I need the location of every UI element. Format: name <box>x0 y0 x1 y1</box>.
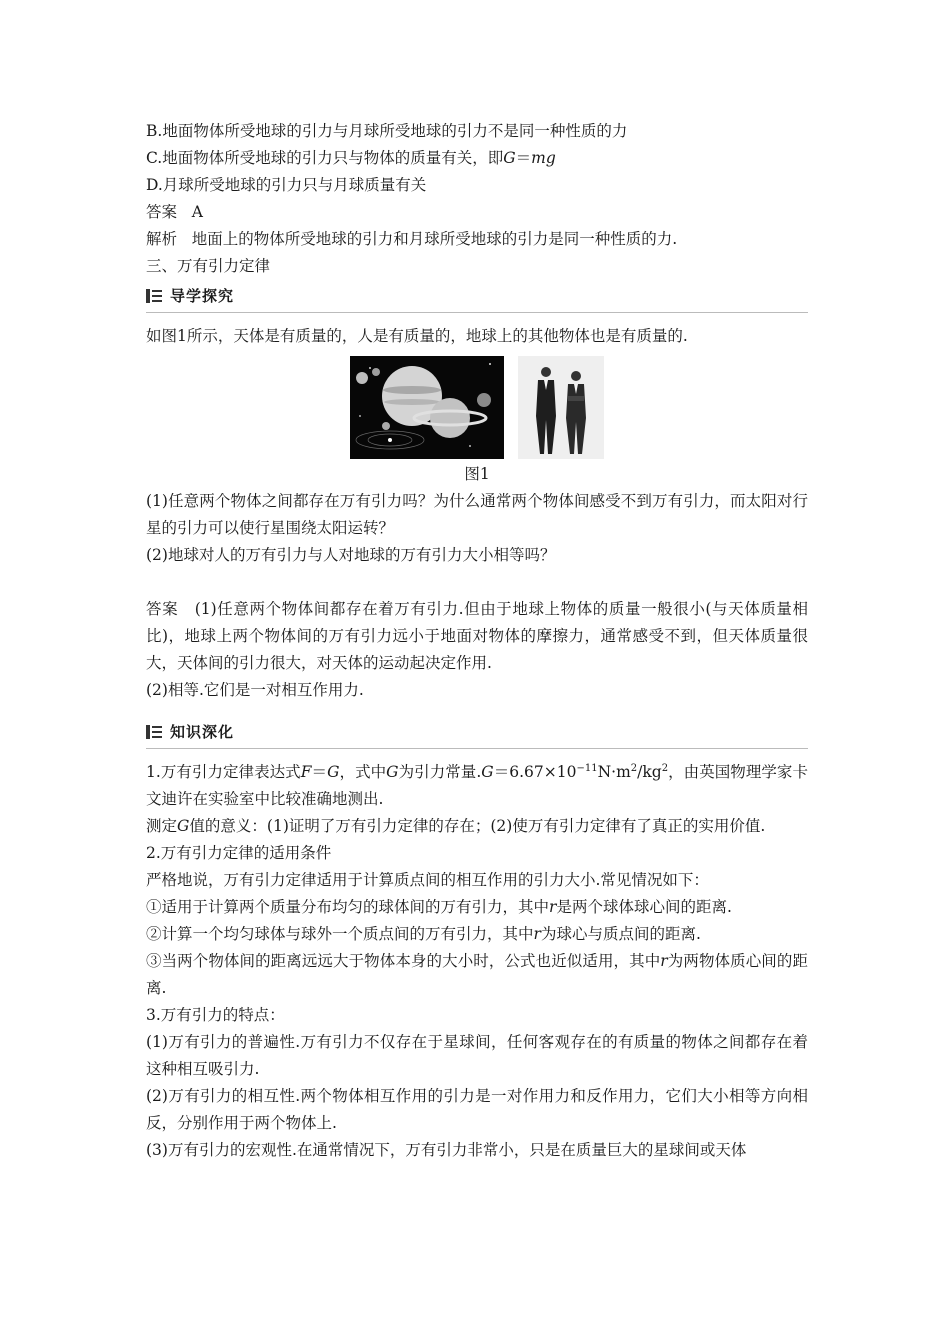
answer-1: 答案 A <box>146 203 203 221</box>
question-1: (1)任意两个物体之间都存在万有引力吗？为什么通常两个物体间感受不到万有引力，而太阳对行星的引力可以使行星围绕太阳运转？ <box>146 492 808 537</box>
question-2: (2)地球对人的万有引力与人对地球的万有引力大小相等吗？ <box>146 546 556 564</box>
guide-answer-2: (2)相等.它们是一对相互作用力. <box>146 681 364 699</box>
document-body <box>146 118 808 1164</box>
condition-1: ①适用于计算两个质量分布均匀的球体间的万有引力，其中r是两个球体球心间的距离. <box>146 898 732 916</box>
planets-image <box>350 356 504 459</box>
list-heading-icon <box>146 725 162 739</box>
knowledge-header: 知识深化 <box>146 718 808 746</box>
condition-2: ②计算一个均匀球体与球外一个质点间的万有引力，其中r为球心与质点间的距离. <box>146 925 701 943</box>
knowledge-p2: 测定G值的意义：(1)证明了万有引力定律的存在；(2)使万有引力定律有了真正的实用价值. <box>146 817 766 835</box>
feature-2: (2)万有引力的相互性.两个物体相互作用的引力是一对作用力和反作用力，它们大小相等方向相反，分别作用于两个物体上. <box>146 1087 808 1132</box>
knowledge-p4: 严格地说，万有引力定律适用于计算质点间的相互作用的引力大小.常见情况如下： <box>146 871 709 889</box>
feature-1: (1)万有引力的普遍性.万有引力不仅存在于星球间，任何客观存在的有质量的物体之间都存在着这种相互吸引力. <box>146 1033 808 1078</box>
option-d: D.月球所受地球的引力只与月球质量有关 <box>146 176 427 194</box>
section-title-3: 三、万有引力定律 <box>146 257 271 275</box>
feature-3: (3)万有引力的宏观性.在通常情况下，万有引力非常小，只是在质量巨大的星球间或天体 <box>146 1141 747 1159</box>
guide-intro: 如图1所示，天体是有质量的，人是有质量的，地球上的其他物体也是有质量的. <box>146 327 688 345</box>
guide-header: 导学探究 <box>146 282 808 310</box>
list-heading-icon <box>146 289 162 303</box>
knowledge-p1: 1.万有引力定律表达式F＝G，式中G为引力常量$.G=6.67\times 10^{-11}N\cdot m^2/kg^2$，由英国物理学家卡文迪许在实验室中比较准确地测出. <box>146 762 808 808</box>
figure-1 <box>146 356 808 459</box>
knowledge-p5: 3.万有引力的特点： <box>146 1006 285 1024</box>
guide-answer-1: 答案 (1)任意两个物体间都存在着万有引力.但由于地球上物体的质量一般很小(与天体质量相比)，地球上两个物体间的万有引力远小于地面对物体的摩擦力，通常感受不到，但天体质量很大，天体间的引力很大，对天体的运动起决定作用. <box>146 600 808 672</box>
divider <box>146 748 808 749</box>
figure-caption: 图1 <box>464 465 490 483</box>
analysis-1: 解析 地面上的物体所受地球的引力和月球所受地球的引力是同一种性质的力. <box>146 230 678 248</box>
option-c: C.地面物体所受地球的引力只与物体的质量有关，即G＝mg <box>146 149 556 167</box>
knowledge-p3: 2.万有引力定律的适用条件 <box>146 844 332 862</box>
option-b: B.地面物体所受地球的引力与月球所受地球的引力不是同一种性质的力 <box>146 122 628 140</box>
people-image <box>518 356 604 459</box>
condition-3: ③当两个物体间的距离远远大于物体本身的大小时，公式也近似适用，其中r为两物体质心间的距离. <box>146 952 808 997</box>
divider <box>146 312 808 313</box>
